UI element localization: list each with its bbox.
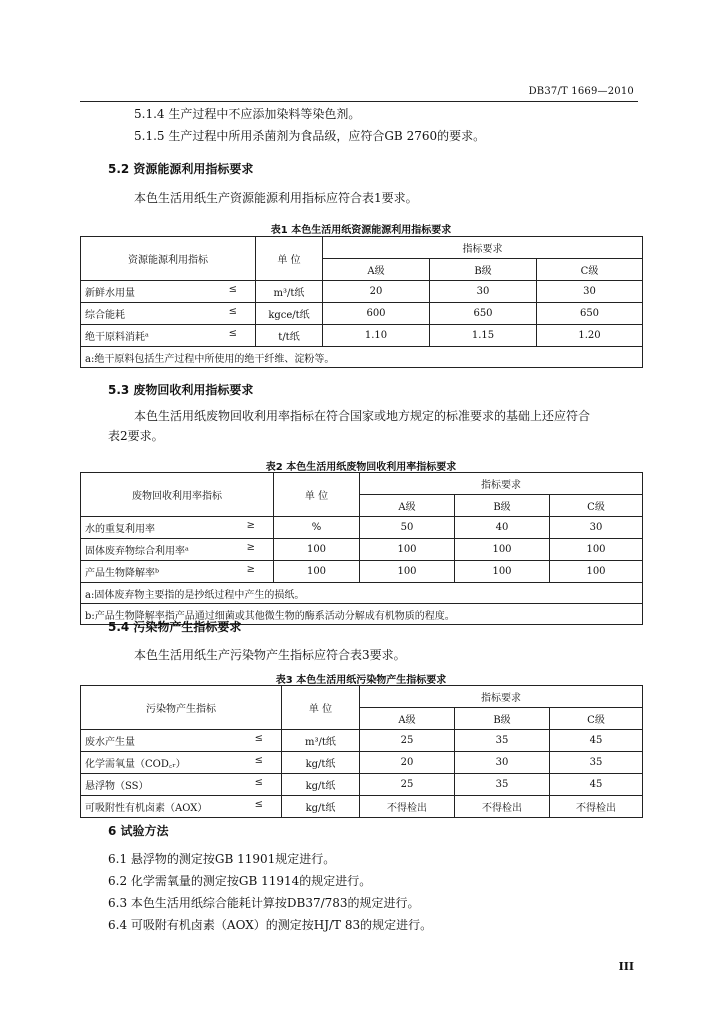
table1-caption: 表1 本色生活用纸资源能源利用指标要求 [270,225,452,236]
row-c: 650 [537,303,643,325]
row-unit: % [274,517,360,539]
row-name: 化学需氧量（COD꜀ᵣ） [85,759,186,770]
header-rule [80,101,638,102]
row-name: 绝干原料消耗ᵃ [85,332,149,343]
row-c: 45 [550,730,643,752]
row-operator: ≤ [254,755,263,766]
table-row [81,774,643,796]
row-a: 600 [323,303,430,325]
table-row [81,730,643,752]
heading-6: 6 试验方法 [108,824,169,838]
row-a: 不得检出 [360,796,455,818]
clause-5-1-5: 5.1.5 生产过程中所用杀菌剂为食品级，应符合GB 2760的要求。 [134,129,486,143]
row-unit: kg/t纸 [282,774,360,796]
row-a: 50 [360,517,455,539]
row-operator: ≥ [246,564,255,575]
table1-head-indicator: 资源能源利用指标 [81,237,256,281]
table-row [81,517,643,539]
clause-6-3: 6.3 本色生活用纸综合能耗计算按DB37/783的规定进行。 [108,896,420,910]
table-row [81,303,643,325]
row-c: 100 [550,539,643,561]
row-unit: m³/t纸 [256,281,323,303]
row-name: 综合能耗 [85,310,125,321]
row-a: 25 [360,774,455,796]
row-c: 30 [537,281,643,303]
table1-head-unit: 单 位 [256,237,323,281]
row-name: 新鲜水用量 [85,288,135,299]
row-c: 1.20 [537,325,643,347]
row-c: 不得检出 [550,796,643,818]
clause-6-2: 6.2 化学需氧量的测定按GB 11914的规定进行。 [108,874,372,888]
table-3 [80,685,643,818]
row-a: 20 [323,281,430,303]
row-c: 100 [550,561,643,583]
table1-head-c: C级 [537,259,643,281]
table3-caption: 表3 本色生活用纸污染物产生指标要求 [275,675,447,686]
row-b: 不得检出 [455,796,550,818]
table-2 [80,472,643,625]
row-name: 产品生物降解率ᵇ [85,568,159,579]
table3-head-a: A级 [360,708,455,730]
row-a: 100 [360,539,455,561]
table3-head-unit: 单 位 [282,686,360,730]
row-name: 悬浮物（SS） [85,781,149,792]
row-a: 100 [360,561,455,583]
table-row [81,325,643,347]
row-operator: ≤ [254,733,263,744]
row-c: 35 [550,752,643,774]
table-1 [80,236,643,368]
table-row [81,752,643,774]
table1-head-req: 指标要求 [323,237,643,259]
table2-head-b: B级 [455,495,550,517]
row-unit: kg/t纸 [282,752,360,774]
table1-head-a: A级 [323,259,430,281]
row-a: 25 [360,730,455,752]
row-unit: m³/t纸 [282,730,360,752]
heading-5-3: 5.3 废物回收利用指标要求 [108,383,254,397]
row-b: 1.15 [430,325,537,347]
intro-5-4: 本色生活用纸生产污染物产生指标应符合表3要求。 [134,648,406,662]
row-name: 水的重复利用率 [85,524,155,535]
table-row [81,561,643,583]
intro-5-3-line1: 本色生活用纸废物回收利用率指标在符合国家或地方规定的标准要求的基础上还应符合 [134,409,591,423]
row-unit: t/t纸 [256,325,323,347]
table2-head-c: C级 [550,495,643,517]
row-b: 100 [455,539,550,561]
row-operator: ≤ [228,306,237,317]
clause-6-1: 6.1 悬浮物的测定按GB 11901规定进行。 [108,852,336,866]
table2-head-req: 指标要求 [360,473,643,495]
table2-note-a: a:固体废弃物主要指的是抄纸过程中产生的损纸。 [81,583,643,604]
row-b: 100 [455,561,550,583]
table2-caption: 表2 本色生活用纸废物回收利用率指标要求 [265,462,457,473]
row-operator: ≤ [254,777,263,788]
row-operator: ≤ [254,799,263,810]
row-name: 废水产生量 [85,737,135,748]
row-c: 45 [550,774,643,796]
row-c: 30 [550,517,643,539]
clause-5-1-4: 5.1.4 生产过程中不应添加染料等染色剂。 [134,107,361,121]
row-name: 固体废弃物综合利用率ᵃ [85,546,189,557]
table3-head-c: C级 [550,708,643,730]
row-name: 可吸附性有机卤素（AOX） [85,803,208,814]
table-row [81,796,643,818]
heading-5-4: 5.4 污染物产生指标要求 [108,620,242,634]
table3-head-req: 指标要求 [360,686,643,708]
row-unit: 100 [274,539,360,561]
table-row [81,539,643,561]
row-unit: kgce/t纸 [256,303,323,325]
row-operator: ≤ [228,328,237,339]
table-row [81,281,643,303]
heading-5-2: 5.2 资源能源利用指标要求 [108,162,254,176]
row-operator: ≥ [246,542,255,553]
page-number: III [618,960,634,973]
table2-note-b: b:产品生物降解率指产品通过细菌或其他微生物的酶系活动分解成有机物质的程度。 [81,604,643,625]
table1-head-b: B级 [430,259,537,281]
row-operator: ≤ [228,284,237,295]
intro-5-2: 本色生活用纸生产资源能源利用指标应符合表1要求。 [134,191,418,205]
row-b: 35 [455,774,550,796]
table2-head-indicator: 废物回收利用率指标 [81,473,274,517]
row-operator: ≥ [246,520,255,531]
clause-6-4: 6.4 可吸附有机卤素（AOX）的测定按HJ/T 83的规定进行。 [108,918,433,932]
row-a: 20 [360,752,455,774]
row-b: 30 [455,752,550,774]
table2-head-a: A级 [360,495,455,517]
table3-head-b: B级 [455,708,550,730]
table2-head-unit: 单 位 [274,473,360,517]
row-b: 40 [455,517,550,539]
row-b: 650 [430,303,537,325]
standard-code: DB37/T 1669—2010 [528,86,634,97]
row-b: 30 [430,281,537,303]
row-unit: kg/t纸 [282,796,360,818]
table3-head-indicator: 污染物产生指标 [81,686,282,730]
row-b: 35 [455,730,550,752]
row-a: 1.10 [323,325,430,347]
row-unit: 100 [274,561,360,583]
intro-5-3-line2: 表2要求。 [108,429,164,443]
table1-note-a: a:绝干原料包括生产过程中所使用的绝干纤维、淀粉等。 [81,347,643,368]
